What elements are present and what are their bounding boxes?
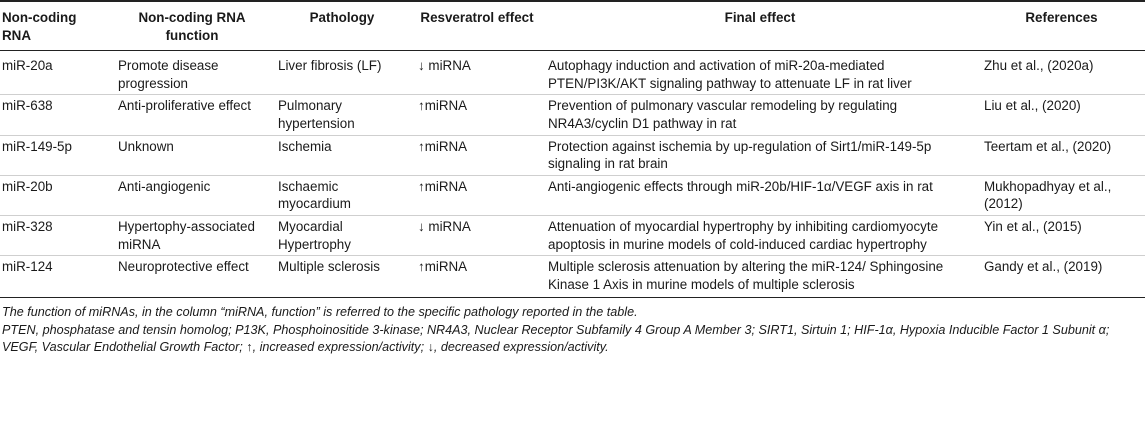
cell-pathology: Ischaemic myocardium bbox=[272, 175, 412, 215]
header-final-effect: Final effect bbox=[542, 1, 978, 51]
cell-resveratrol-effect: ↑miRNA bbox=[412, 256, 542, 298]
cell-function: Unknown bbox=[112, 135, 272, 175]
cell-resveratrol-effect: ↑miRNA bbox=[412, 175, 542, 215]
cell-pathology: Ischemia bbox=[272, 135, 412, 175]
cell-resveratrol-effect: ↑miRNA bbox=[412, 95, 542, 135]
header-row bbox=[0, 1, 1145, 51]
header-resveratrol-effect: Resveratrol effect bbox=[412, 1, 542, 51]
cell-final-effect: Prevention of pulmonary vascular remodeling by regulating NR4A3/cyclin D1 pathway in rat bbox=[542, 95, 978, 135]
footnote-abbreviations: PTEN, phosphatase and tensin homolog; P13K, Phosphoinositide 3-kinase; NR4A3, Nuclear Receptor Subfamily 4 Group A Member 3; SIRT1, Sirtuin 1; HIF-1α, Hypoxia Inducible Factor 1 Subunit α; VEGF, Vascular Endothelial Growth Factor; ↑, increased expression/activity; ↓, decreased expression/activity. bbox=[2, 322, 1110, 355]
table-row bbox=[0, 135, 1145, 175]
cell-ncrna: miR-20b bbox=[0, 175, 112, 215]
header-non-coding-rna: Non-coding RNA bbox=[0, 1, 112, 51]
cell-final-effect: Anti-angiogenic effects through miR-20b/HIF-1α/VEGF axis in rat bbox=[542, 175, 978, 215]
header-non-coding-rna-function: Non-coding RNA function bbox=[112, 1, 272, 51]
cell-ncrna: miR-328 bbox=[0, 215, 112, 255]
cell-function: Anti-angiogenic bbox=[112, 175, 272, 215]
cell-function: Anti-proliferative effect bbox=[112, 95, 272, 135]
footnote-function: The function of miRNAs, in the column “miRNA, function” is referred to the specific pathology reported in the table. bbox=[2, 305, 638, 320]
table-row bbox=[0, 51, 1145, 95]
cell-function: Hypertophy-associated miRNA bbox=[112, 215, 272, 255]
table-row bbox=[0, 175, 1145, 215]
cell-reference: Mukhopadhyay et al., (2012) bbox=[978, 175, 1145, 215]
cell-resveratrol-effect: ↓ miRNA bbox=[412, 215, 542, 255]
cell-pathology: Liver fibrosis (LF) bbox=[272, 51, 412, 95]
cell-reference: Liu et al., (2020) bbox=[978, 95, 1145, 135]
cell-reference: Teertam et al., (2020) bbox=[978, 135, 1145, 175]
cell-pathology: Multiple sclerosis bbox=[272, 256, 412, 298]
cell-function: Neuroprotective effect bbox=[112, 256, 272, 298]
cell-final-effect: Autophagy induction and activation of miR-20a-mediated PTEN/PI3K/AKT signaling pathway to attenuate LF in rat liver bbox=[542, 51, 978, 95]
cell-final-effect: Multiple sclerosis attenuation by altering the miR-124/ Sphingosine Kinase 1 Axis in murine models of multiple sclerosis bbox=[542, 256, 978, 298]
table-body bbox=[0, 51, 1145, 298]
cell-pathology: Pulmonary hypertension bbox=[272, 95, 412, 135]
cell-reference: Zhu et al., (2020a) bbox=[978, 51, 1145, 95]
cell-pathology: Myocardial Hypertrophy bbox=[272, 215, 412, 255]
cell-reference: Yin et al., (2015) bbox=[978, 215, 1145, 255]
cell-final-effect: Attenuation of myocardial hypertrophy by inhibiting cardiomyocyte apoptosis in murine models of cold-induced cardiac hypertrophy bbox=[542, 215, 978, 255]
header-references: References bbox=[978, 1, 1145, 51]
cell-resveratrol-effect: ↓ miRNA bbox=[412, 51, 542, 95]
cell-ncrna: miR-20a bbox=[0, 51, 112, 95]
cell-final-effect: Protection against ischemia by up-regulation of Sirt1/miR-149-5p signaling in rat brain bbox=[542, 135, 978, 175]
cell-ncrna: miR-149-5p bbox=[0, 135, 112, 175]
table-row bbox=[0, 256, 1145, 298]
cell-ncrna: miR-638 bbox=[0, 95, 112, 135]
table-footnotes bbox=[0, 298, 1144, 357]
table-header bbox=[0, 1, 1145, 51]
header-pathology: Pathology bbox=[272, 1, 412, 51]
cell-resveratrol-effect: ↑miRNA bbox=[412, 135, 542, 175]
cell-reference: Gandy et al., (2019) bbox=[978, 256, 1145, 298]
table-row bbox=[0, 95, 1145, 135]
table-row bbox=[0, 215, 1145, 255]
cell-ncrna: miR-124 bbox=[0, 256, 112, 298]
cell-function: Promote disease progression bbox=[112, 51, 272, 95]
